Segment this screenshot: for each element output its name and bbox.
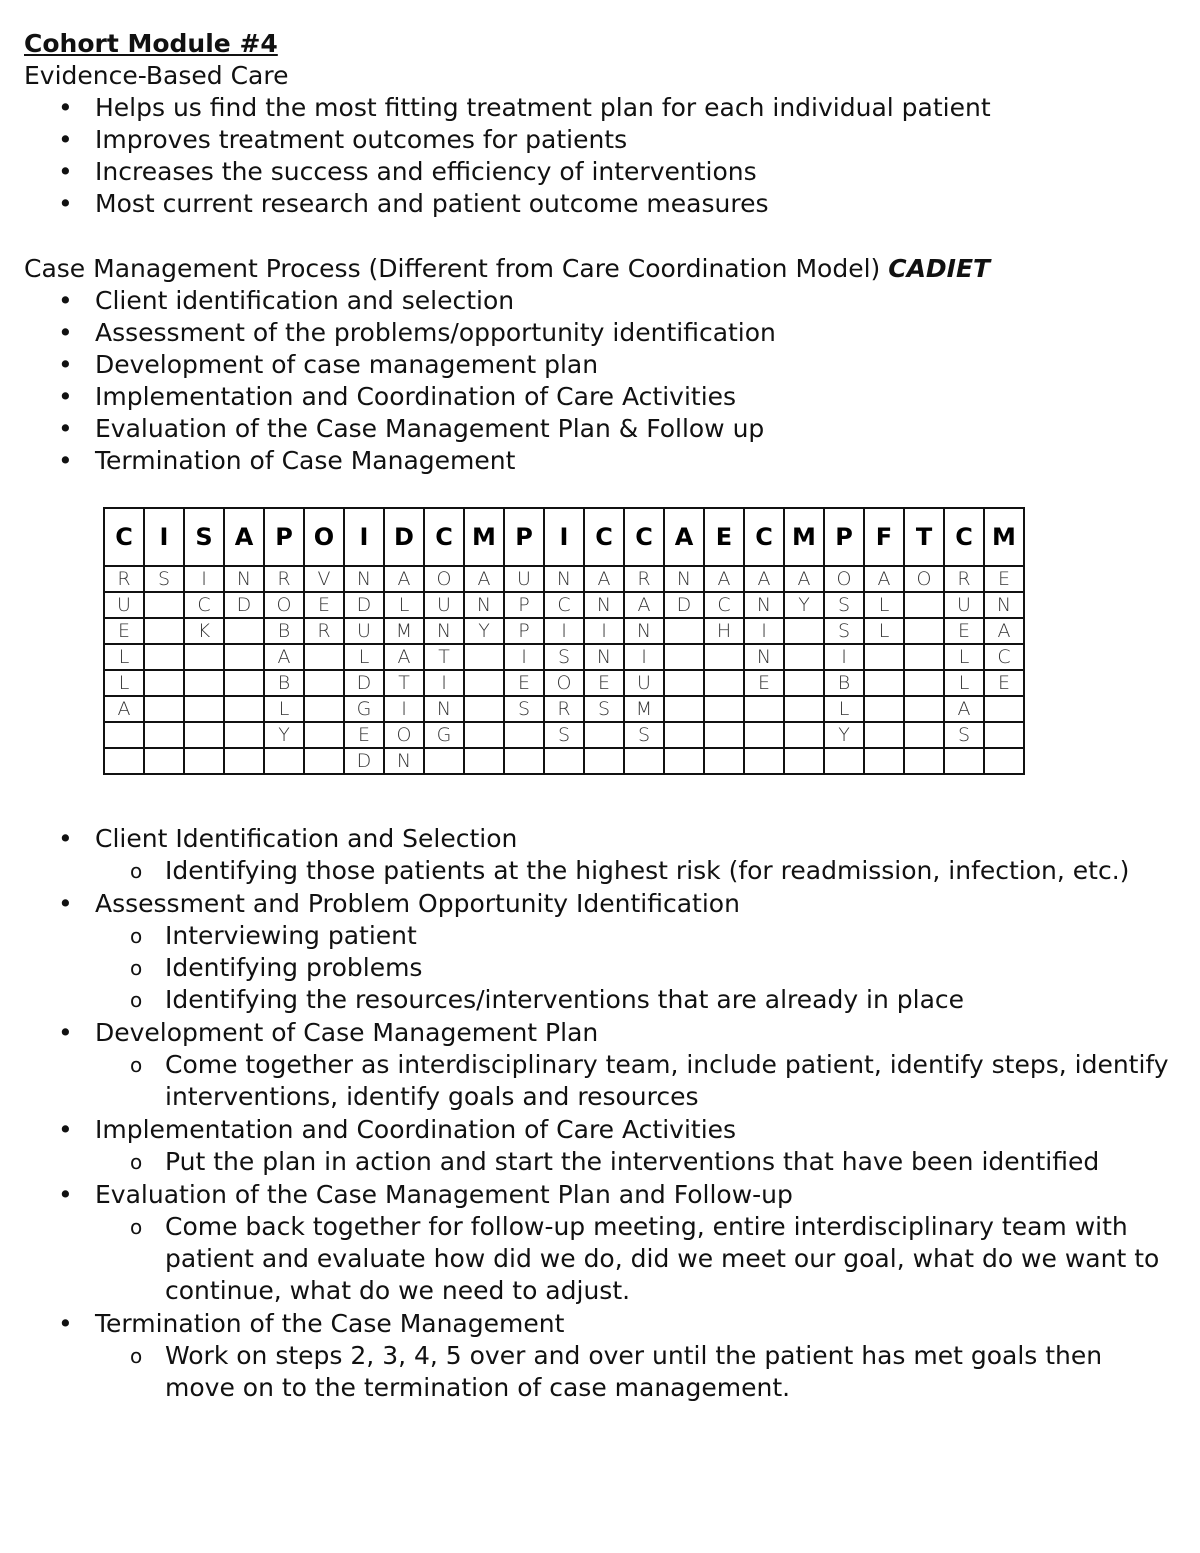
grid-cell (664, 748, 704, 774)
detail-sub-item: o Put the plan in action and start the interventions that have been identified (24, 1146, 1174, 1178)
grid-cell (784, 696, 824, 722)
detail-item-title: • Client Identification and Selection (24, 822, 1174, 855)
grid-cell: N (664, 566, 704, 592)
grid-cell (704, 696, 744, 722)
grid-cell (784, 722, 824, 748)
detail-sub-item: o Identifying those patients at the highest risk (for readmission, infection, etc.) (24, 855, 1174, 887)
grid-header-cell: C (584, 508, 624, 566)
grid-cell (904, 696, 944, 722)
grid-cell: R (944, 566, 984, 592)
grid-cell: I (584, 618, 624, 644)
grid-cell: A (104, 696, 144, 722)
grid-cell (584, 748, 624, 774)
grid-cell: G (344, 696, 384, 722)
grid-cell (144, 592, 184, 618)
grid-cell (224, 618, 264, 644)
grid-cell: G (424, 722, 464, 748)
grid-cell (224, 644, 264, 670)
grid-cell: I (504, 644, 544, 670)
grid-cell: U (424, 592, 464, 618)
grid-cell: O (424, 566, 464, 592)
grid-header-cell: M (464, 508, 504, 566)
grid-cell (784, 644, 824, 670)
grid-header-cell: P (264, 508, 304, 566)
grid-cell: A (264, 644, 304, 670)
detail-sub-item: o Interviewing patient (24, 920, 1174, 952)
grid-cell (504, 748, 544, 774)
grid-cell (744, 722, 784, 748)
acronym-table (103, 507, 1025, 775)
grid-cell: R (544, 696, 584, 722)
grid-header-cell: C (104, 508, 144, 566)
cm-acronym: CADIET (888, 254, 991, 283)
grid-cell: A (464, 566, 504, 592)
ebc-heading: Evidence-Based Care (24, 61, 289, 90)
grid-cell: I (744, 618, 784, 644)
grid-cell: U (104, 592, 144, 618)
grid-cell: I (544, 618, 584, 644)
grid-header-cell: M (984, 508, 1024, 566)
grid-cell (224, 748, 264, 774)
grid-cell (744, 748, 784, 774)
grid-cell (864, 670, 904, 696)
grid-cell (864, 644, 904, 670)
cm-item: • Termination of Case Management (24, 445, 1174, 477)
grid-cell (584, 722, 624, 748)
grid-cell: S (544, 644, 584, 670)
grid-cell: L (944, 644, 984, 670)
grid-cell (144, 696, 184, 722)
grid-header-cell: S (184, 508, 224, 566)
grid-cell: R (104, 566, 144, 592)
grid-cell (144, 644, 184, 670)
grid-header-cell: P (504, 508, 544, 566)
grid-cell: M (384, 618, 424, 644)
grid-cell: T (424, 644, 464, 670)
grid-cell: N (344, 566, 384, 592)
grid-cell: O (264, 592, 304, 618)
grid-cell (544, 748, 584, 774)
grid-cell: K (184, 618, 224, 644)
grid-cell (224, 722, 264, 748)
grid-cell: B (264, 670, 304, 696)
grid-cell (464, 748, 504, 774)
grid-cell (904, 644, 944, 670)
grid-cell (984, 696, 1024, 722)
grid-cell: A (984, 618, 1024, 644)
grid-header-cell: O (304, 508, 344, 566)
grid-header-cell: E (704, 508, 744, 566)
grid-cell (304, 748, 344, 774)
document-title: Cohort Module #4 (24, 29, 278, 58)
cm-heading-line (24, 253, 1174, 285)
grid-cell: C (184, 592, 224, 618)
grid-cell (184, 722, 224, 748)
detail-item-title: • Development of Case Management Plan (24, 1016, 1174, 1049)
grid-header-cell: T (904, 508, 944, 566)
grid-cell (144, 748, 184, 774)
grid-cell (304, 670, 344, 696)
grid-cell: N (584, 592, 624, 618)
grid-cell: M (624, 696, 664, 722)
grid-header-cell: C (944, 508, 984, 566)
grid-cell (664, 644, 704, 670)
grid-cell: O (544, 670, 584, 696)
grid-cell: S (824, 592, 864, 618)
grid-cell: B (264, 618, 304, 644)
grid-cell: A (704, 566, 744, 592)
grid-cell (904, 748, 944, 774)
grid-cell: L (864, 592, 904, 618)
grid-cell: Y (264, 722, 304, 748)
detail-sub-item: o Identifying problems (24, 952, 1174, 984)
grid-header-cell: C (744, 508, 784, 566)
grid-header-cell: I (544, 508, 584, 566)
cm-item: • Assessment of the problems/opportunity identification (24, 317, 1174, 349)
grid-cell: L (384, 592, 424, 618)
grid-header-cell: I (144, 508, 184, 566)
grid-cell (304, 644, 344, 670)
grid-cell: U (624, 670, 664, 696)
grid-cell: V (304, 566, 344, 592)
grid-cell (984, 722, 1024, 748)
grid-cell (904, 592, 944, 618)
grid-cell: D (344, 670, 384, 696)
grid-cell: A (864, 566, 904, 592)
grid-cell: H (704, 618, 744, 644)
grid-cell: N (544, 566, 584, 592)
grid-cell: A (584, 566, 624, 592)
grid-cell (224, 670, 264, 696)
grid-cell: S (144, 566, 184, 592)
grid-cell: E (584, 670, 624, 696)
document-page (24, 28, 1174, 477)
grid-row (104, 566, 1024, 592)
grid-cell: P (504, 618, 544, 644)
grid-cell: D (344, 592, 384, 618)
grid-cell (624, 748, 664, 774)
grid-header-cell: P (824, 508, 864, 566)
cm-heading: Case Management Process (Different from Care Coordination Model) (24, 254, 881, 283)
grid-cell: E (304, 592, 344, 618)
detail-list (24, 822, 1174, 1404)
grid-header-cell: C (624, 508, 664, 566)
detail-sub-item: o Identifying the resources/interventions that are already in place (24, 984, 1174, 1016)
ebc-item: • Helps us find the most fitting treatment plan for each individual patient (24, 92, 1174, 124)
grid-cell: L (944, 670, 984, 696)
grid-header-cell: A (224, 508, 264, 566)
grid-cell (784, 618, 824, 644)
grid-row (104, 618, 1024, 644)
grid-cell (664, 696, 704, 722)
grid-cell (824, 748, 864, 774)
grid-header-cell: F (864, 508, 904, 566)
grid-cell: I (624, 644, 664, 670)
grid-cell: S (544, 722, 584, 748)
grid-cell: D (344, 748, 384, 774)
grid-cell: Y (784, 592, 824, 618)
grid-cell: E (984, 670, 1024, 696)
grid-cell: E (504, 670, 544, 696)
grid-cell: N (384, 748, 424, 774)
grid-cell (464, 644, 504, 670)
grid-cell (464, 722, 504, 748)
grid-cell: E (104, 618, 144, 644)
grid-cell: O (824, 566, 864, 592)
grid-cell: A (944, 696, 984, 722)
grid-cell (424, 748, 464, 774)
grid-cell: O (384, 722, 424, 748)
grid-cell: B (824, 670, 864, 696)
grid-cell: C (704, 592, 744, 618)
grid-row (104, 670, 1024, 696)
grid-cell: U (944, 592, 984, 618)
grid-cell: A (384, 644, 424, 670)
grid-cell (664, 670, 704, 696)
grid-cell (704, 644, 744, 670)
grid-cell: C (984, 644, 1024, 670)
cm-item: • Development of case management plan (24, 349, 1174, 381)
grid-header-cell: A (664, 508, 704, 566)
grid-header-row (104, 508, 1024, 566)
grid-cell: O (904, 566, 944, 592)
grid-cell (304, 722, 344, 748)
grid-cell: L (264, 696, 304, 722)
grid-cell (104, 722, 144, 748)
grid-cell (464, 696, 504, 722)
grid-header-cell: D (384, 508, 424, 566)
detail-item-title: • Implementation and Coordination of Care Activities (24, 1113, 1174, 1146)
cm-item: • Evaluation of the Case Management Plan & Follow up (24, 413, 1174, 445)
grid-cell: N (424, 618, 464, 644)
grid-cell: I (184, 566, 224, 592)
grid-row (104, 696, 1024, 722)
grid-cell (864, 722, 904, 748)
grid-cell: I (824, 644, 864, 670)
detail-item-title: • Evaluation of the Case Management Plan and Follow-up (24, 1178, 1174, 1211)
grid-cell (664, 618, 704, 644)
detail-sub-item: o Come together as interdisciplinary team, include patient, identify steps, identify interventions, identify goals and resources (24, 1049, 1174, 1113)
grid-cell: N (224, 566, 264, 592)
grid-row (104, 592, 1024, 618)
detail-item-title: • Termination of the Case Management (24, 1307, 1174, 1340)
detail-sub-item: o Work on steps 2, 3, 4, 5 over and over until the patient has met goals then move on to the termination of case management. (24, 1340, 1174, 1404)
grid-cell (144, 618, 184, 644)
grid-cell (184, 670, 224, 696)
grid-cell (464, 670, 504, 696)
ebc-item: • Most current research and patient outcome measures (24, 188, 1174, 220)
grid-cell (744, 696, 784, 722)
detail-sub-item: o Come back together for follow-up meeting, entire interdisciplinary team with patient and evaluate how did we do, did we meet our goal, what do we want to continue, what do we need to adjust. (24, 1211, 1174, 1307)
grid-header-cell: M (784, 508, 824, 566)
grid-cell: I (384, 696, 424, 722)
grid-cell: A (744, 566, 784, 592)
grid-cell (864, 696, 904, 722)
grid-cell: L (344, 644, 384, 670)
ebc-item: • Increases the success and efficiency of interventions (24, 156, 1174, 188)
grid-cell: R (304, 618, 344, 644)
grid-cell: S (504, 696, 544, 722)
grid-cell: I (424, 670, 464, 696)
grid-cell (904, 670, 944, 696)
grid-cell: U (504, 566, 544, 592)
detail-item-title: • Assessment and Problem Opportunity Identification (24, 887, 1174, 920)
grid-cell: A (784, 566, 824, 592)
grid-cell: E (944, 618, 984, 644)
grid-row (104, 748, 1024, 774)
grid-cell: L (824, 696, 864, 722)
grid-cell (144, 722, 184, 748)
grid-cell: N (424, 696, 464, 722)
grid-cell: L (104, 644, 144, 670)
grid-cell: E (984, 566, 1024, 592)
grid-cell: L (104, 670, 144, 696)
grid-cell (784, 670, 824, 696)
grid-header-cell: I (344, 508, 384, 566)
grid-cell (904, 722, 944, 748)
grid-cell: S (824, 618, 864, 644)
grid-cell: P (504, 592, 544, 618)
grid-cell (224, 696, 264, 722)
grid-cell (184, 696, 224, 722)
grid-row (104, 644, 1024, 670)
grid-cell: S (624, 722, 664, 748)
grid-cell (664, 722, 704, 748)
grid-cell: N (744, 592, 784, 618)
grid-cell: N (464, 592, 504, 618)
grid-cell (704, 748, 744, 774)
grid-cell (784, 748, 824, 774)
grid-cell: N (984, 592, 1024, 618)
grid-cell (704, 722, 744, 748)
grid-cell (864, 748, 904, 774)
grid-cell: R (624, 566, 664, 592)
grid-cell: C (544, 592, 584, 618)
grid-cell (984, 748, 1024, 774)
cm-item: • Client identification and selection (24, 285, 1174, 317)
grid-cell (184, 748, 224, 774)
ebc-item: • Improves treatment outcomes for patients (24, 124, 1174, 156)
grid-cell: T (384, 670, 424, 696)
grid-cell: U (344, 618, 384, 644)
grid-cell: S (944, 722, 984, 748)
grid-cell (904, 618, 944, 644)
grid-cell (184, 644, 224, 670)
grid-cell (304, 696, 344, 722)
grid-cell: A (624, 592, 664, 618)
grid-cell: L (864, 618, 904, 644)
grid-row (104, 722, 1024, 748)
grid-cell: D (224, 592, 264, 618)
grid-header-cell: C (424, 508, 464, 566)
grid-cell (104, 748, 144, 774)
grid-cell (264, 748, 304, 774)
grid-cell: Y (464, 618, 504, 644)
grid-cell: S (584, 696, 624, 722)
acronym-grid (103, 507, 1025, 775)
grid-cell: Y (824, 722, 864, 748)
grid-cell: N (624, 618, 664, 644)
grid-cell: D (664, 592, 704, 618)
grid-cell: E (344, 722, 384, 748)
grid-cell: E (744, 670, 784, 696)
grid-cell: A (384, 566, 424, 592)
grid-cell (704, 670, 744, 696)
grid-cell: N (744, 644, 784, 670)
grid-cell (504, 722, 544, 748)
grid-cell (144, 670, 184, 696)
grid-cell: R (264, 566, 304, 592)
grid-cell: N (584, 644, 624, 670)
grid-cell (944, 748, 984, 774)
cm-item: • Implementation and Coordination of Care Activities (24, 381, 1174, 413)
